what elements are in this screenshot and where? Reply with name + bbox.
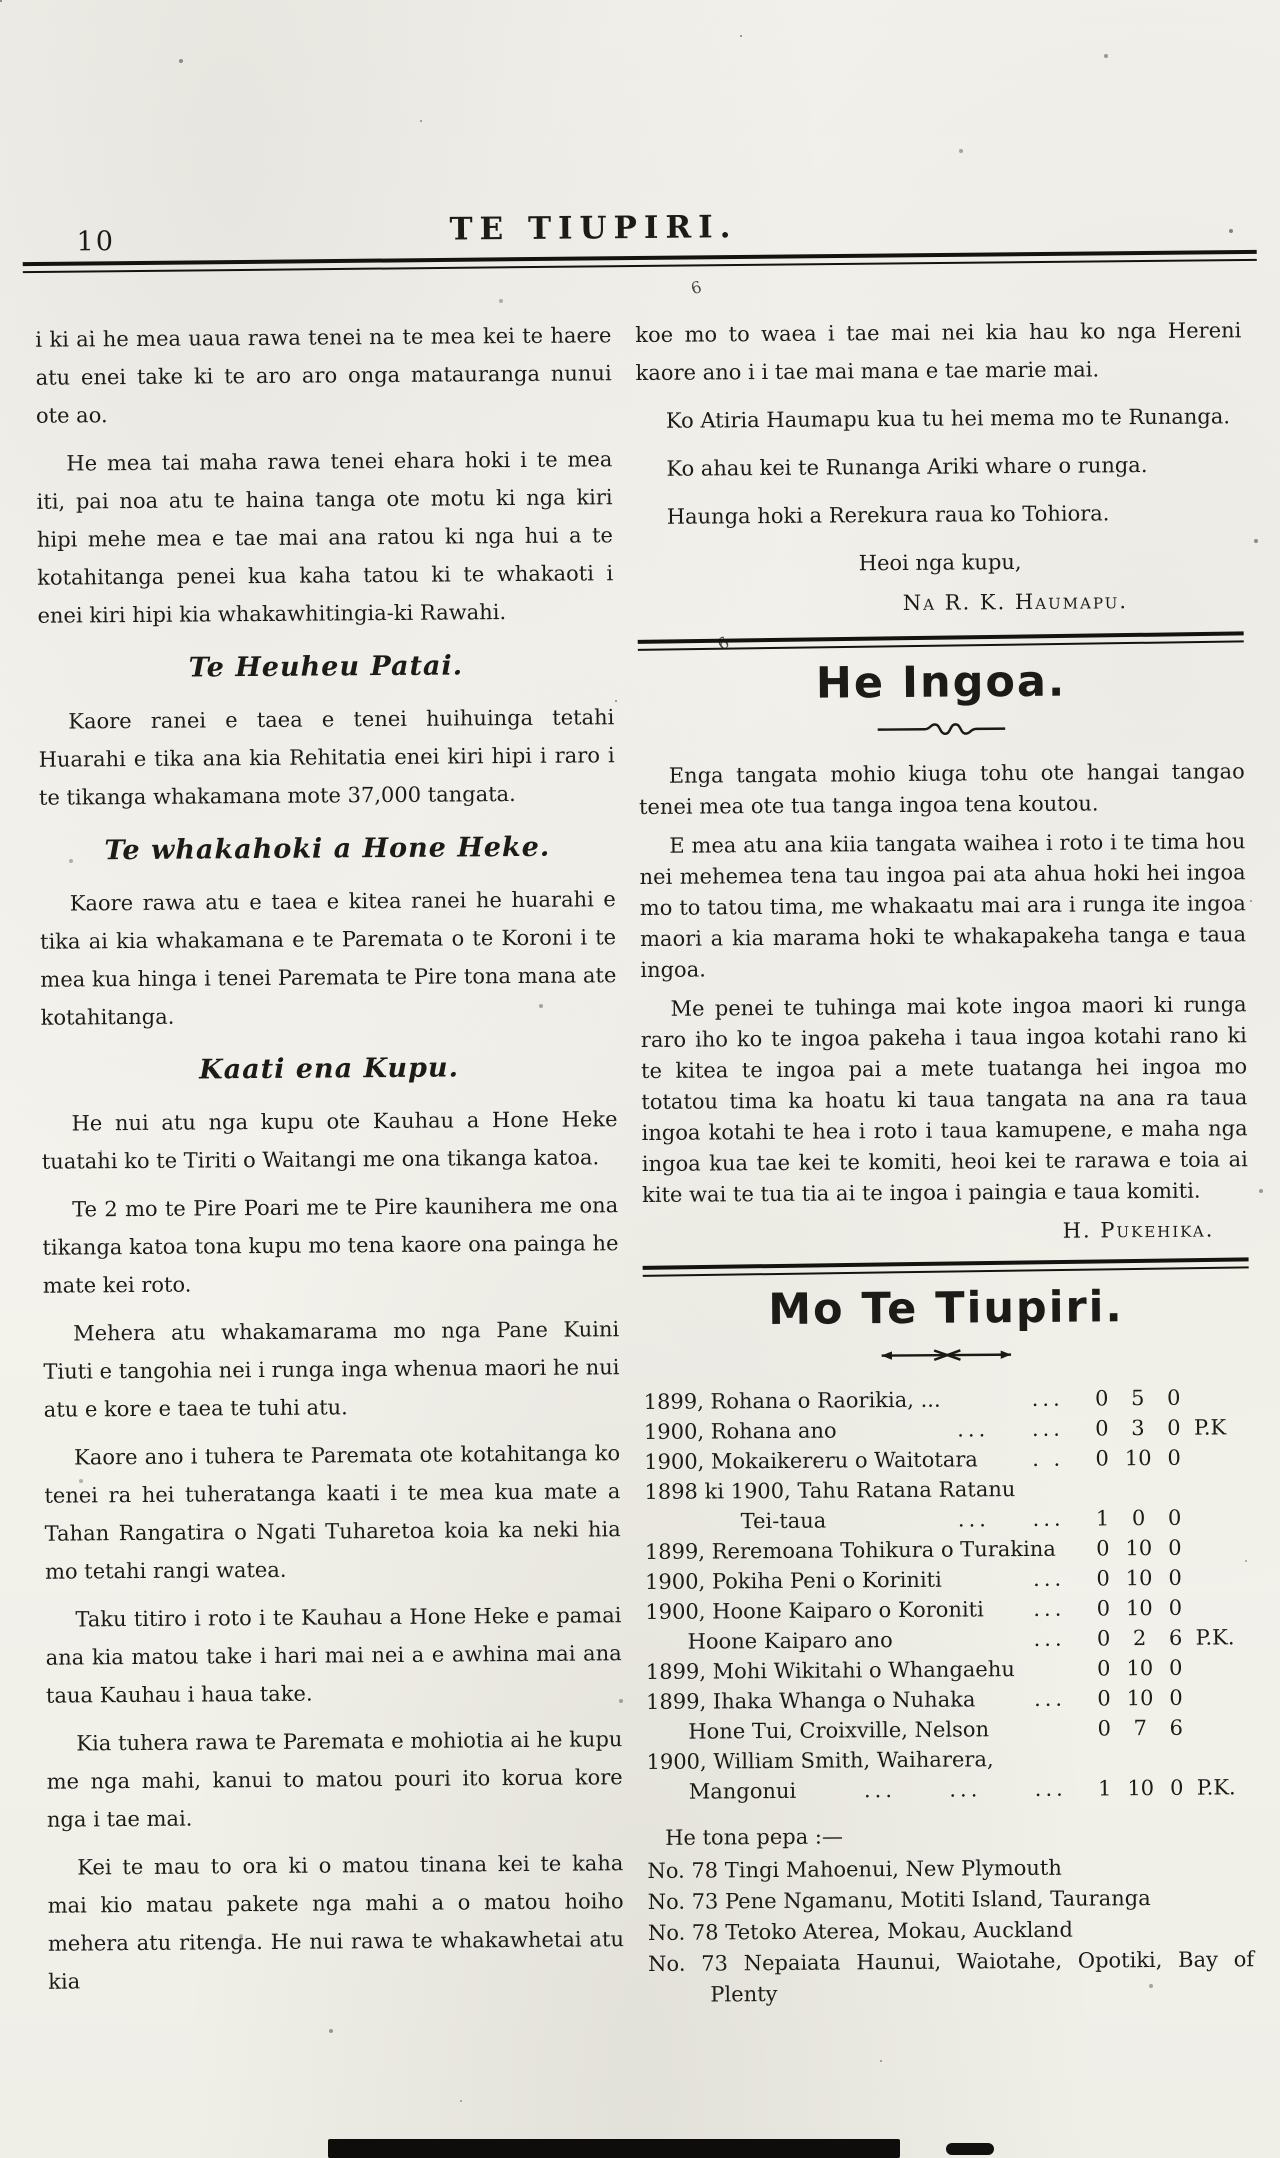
paragraph: Te 2 mo te Pire Poari me te Pire kaunihera me ona tikanga katoa tona kupu mo tena kaore ona painga he mate kei roto. xyxy=(42,1193,619,1298)
amount-pence: 0 xyxy=(1167,1445,1181,1470)
subscription-row xyxy=(646,1682,1252,1717)
paper-item: No. 78 Tetoko Aterea, Mokau, Auckland xyxy=(647,1917,1073,1945)
subscription-row xyxy=(645,1562,1251,1597)
paragraph: Kaore rawa atu e taea e kitea ranei he huarahi e tika ai kia whakamana e te Paremata o te Koroni i te mea kua hinga i tenei Paremata te Pire tona mana ate kotahitanga. xyxy=(39,887,617,1030)
masthead-title: TE TIUPIRI. xyxy=(449,209,738,248)
subscription-row xyxy=(644,1442,1250,1477)
amount-pence: 0 xyxy=(1168,1565,1182,1590)
left-column xyxy=(35,316,624,2010)
paragraph: koe mo to waea i tae mai nei kia hau ko nga Hereni kaore ano i i tae mai mana e tae marie mai. xyxy=(635,318,1242,386)
paragraph: He mea tai maha rawa tenei ehara hoki i te mea iti, pai noa atu te haina tanga ote motu ki nga kiri hipi mehe mea e tae mai ana ratou ki nga hui a te kotahitanga penei kua kaha tatou ki te whakaoti i enei kiri hipi kia whakawhitingia-ki Rawahi. xyxy=(36,447,614,628)
amount-pounds: 0 xyxy=(1095,1446,1109,1471)
dot-leader: ... xyxy=(1032,1566,1066,1591)
amount-pence: 0 xyxy=(1169,1775,1184,1800)
scan-specks xyxy=(0,0,2,2)
paragraph: Haunga hoki a Rerekura raua ko Tohiora. xyxy=(666,501,1110,529)
he-ingoa-body xyxy=(639,756,1249,1250)
dot-leader xyxy=(989,1736,1086,1737)
amount-pence: 6 xyxy=(1168,1625,1183,1650)
letter-signature: Na R. K. Haumapu. xyxy=(902,589,1129,615)
subscriber-label: 1899, Reremoana Tohikura o Turakina xyxy=(644,1536,1056,1564)
dot-leader xyxy=(994,1764,1253,1766)
subscriber-label: Tei-taua xyxy=(740,1508,827,1534)
ink-artifact: 9 xyxy=(713,632,733,654)
paragraph: Ko ahau kei te Runanga Ariki whare o runga. xyxy=(666,453,1148,481)
amount-shillings: 10 xyxy=(1125,1596,1153,1621)
paragraph: Taku titiro i roto i te Kauhau a Hone Heke e pamai ana kia matou take i hari mai nei a e awhina mai ana taua Kauhau i haua take. xyxy=(45,1603,622,1708)
dot-leader: ... xyxy=(1031,1386,1064,1411)
page-number: 10 xyxy=(76,226,116,258)
amount-pence: 0 xyxy=(1167,1415,1181,1440)
amount-shillings: 3 xyxy=(1131,1416,1145,1441)
subscriber-label: 1899, Mohi Wikitahi o Whangaehu xyxy=(645,1657,1015,1684)
dot-leader: ... ... xyxy=(957,1416,1065,1442)
paragraph: Kei te mau to ora ki o matou tinana kei te kaha mai kio matau pakete nga mahi a o matou hoiho mehera atu ritenga. He nui rawa te whakawhetai atu kia xyxy=(47,1851,625,1994)
payment-note: P.K xyxy=(1193,1415,1227,1440)
subscriber-label: Hoone Kaiparo ano xyxy=(687,1628,893,1654)
right-column xyxy=(635,311,1254,2011)
dot-leader: ... xyxy=(1033,1596,1066,1621)
subscriber-label: 1899, Rohana o Raorikia, ... xyxy=(643,1387,941,1415)
paper-item: No. 73 Pene Ngamanu, Motiti Island, Tauranga xyxy=(647,1886,1151,1914)
amount-shillings: 7 xyxy=(1133,1716,1148,1741)
subscription-row xyxy=(644,1472,1250,1507)
amount-shillings: 10 xyxy=(1125,1566,1153,1591)
subscription-row xyxy=(645,1502,1251,1537)
papers-intro: He tona pepa :— xyxy=(665,1824,844,1850)
amount-shillings: 0 xyxy=(1131,1506,1146,1531)
article-divider-rule xyxy=(643,1257,1249,1276)
amount-shillings: 10 xyxy=(1126,1686,1154,1711)
ink-artifact: 9 xyxy=(688,276,704,298)
dot-leader xyxy=(1015,1494,1250,1496)
paragraph: Mehera atu whakamarama mo nga Pane Kuini Tiuti e tangohia nei i runga inga whenua maori he nui atu e kore e taea te tuhi atu. xyxy=(43,1317,620,1422)
amount-pounds: 0 xyxy=(1097,1656,1111,1681)
amount-shillings: 10 xyxy=(1127,1776,1155,1801)
scan-edge-bar xyxy=(328,2139,900,2158)
amount-pounds: 0 xyxy=(1094,1386,1109,1411)
paper-item: No. 78 Tingi Mahoenui, New Plymouth xyxy=(647,1855,1062,1883)
subscriber-label: 1900, Pokiha Peni o Koriniti xyxy=(645,1567,942,1594)
section-heading-kaati-ena-kupu: Kaati ena Kupu. xyxy=(199,1052,460,1086)
paragraph: Kia tuhera rawa te Paremata e mohiotia ai he kupu me nga mahi, kanui to matou pouri ito korua kore nga i tae mai. xyxy=(46,1727,623,1832)
subscription-row xyxy=(645,1592,1251,1627)
subscription-row xyxy=(646,1652,1252,1687)
paragraph: He nui atu nga kupu ote Kauhau a Hone Heke tuatahi ko te Tiriti o Waitangi me ona tikanga katoa. xyxy=(41,1107,618,1174)
paragraph: Kaore ranei e taea e tenei huihuinga tetahi Huarahi e tika ana kia Rehitatia enei kiri hipi i raro i te tikanga whakamana mote 37,000 tangata. xyxy=(38,705,615,810)
subscriber-label: 1900, Mokaikereru o Waitotara xyxy=(644,1447,978,1474)
dot-leader: ... ... ... xyxy=(863,1776,1067,1803)
header-rule xyxy=(23,250,1257,273)
amount-pence: 0 xyxy=(1169,1685,1183,1710)
section-heading-te-heuheu-patai: Te Heuheu Patai. xyxy=(188,650,464,684)
amount-pounds: 0 xyxy=(1095,1416,1109,1441)
subscription-row xyxy=(644,1412,1250,1447)
subscription-row xyxy=(644,1382,1250,1417)
subscription-row xyxy=(647,1772,1253,1807)
amount-pence: 0 xyxy=(1168,1595,1183,1620)
dot-leader: ... xyxy=(1033,1686,1067,1711)
paragraph: Ko Atiria Haumapu kua tu hei mema mo te Runanga. xyxy=(665,404,1231,433)
arrow-ornament-icon xyxy=(643,1334,1249,1377)
subscriber-label: 1899, Ihaka Whanga o Nuhaka xyxy=(645,1687,976,1714)
amount-pence: 6 xyxy=(1169,1715,1184,1740)
dot-leader xyxy=(1015,1676,1086,1677)
amount-pence: 0 xyxy=(1169,1655,1183,1680)
subscription-row xyxy=(645,1532,1251,1567)
subscriber-label: 1898 ki 1900, Tahu Ratana Ratanu xyxy=(644,1477,1016,1504)
paragraph: Me penei te tuhinga mai kote ingoa maori ki runga raro iho ko te ingoa pakeha i taua ingoa kotahi rano ki te kitea te ingoa pai a mete tuatanga hei ingoa mo totatou tima ka hoatu ki taua tangata na ana ra taua ingoa kotahi te hea i roto i taua kamupene, e maha nga ingoa kua tae kei te komiti, heoi kei te rarawa e toia ai kite wai te tua tia ai te ingoa i paingia e taua komiti. xyxy=(640,992,1248,1208)
amount-pounds: 0 xyxy=(1097,1716,1112,1741)
scroll-ornament-icon xyxy=(638,708,1244,751)
article-title-mo-te-tiupiri: Mo Te Tiupiri. xyxy=(768,1282,1124,1336)
amount-pounds: 0 xyxy=(1096,1536,1110,1561)
subscription-row xyxy=(645,1622,1251,1657)
subscription-row xyxy=(646,1742,1252,1777)
subscriber-label: 1900, Rohana ano xyxy=(643,1418,837,1444)
papers-list xyxy=(647,1851,1254,2011)
paragraph: i ki ai he mea uaua rawa tenei na te mea kei te haere atu enei take ki te aro aro onga matauranga nunui ote ao. xyxy=(35,323,612,428)
section-heading-te-whakahoki: Te whakahoki a Hone Heke. xyxy=(104,831,551,867)
papers-section xyxy=(647,1818,1254,2011)
amount-pence: 0 xyxy=(1167,1505,1182,1530)
subscription-row xyxy=(646,1712,1252,1747)
amount-shillings: 10 xyxy=(1125,1536,1153,1561)
subscriber-label: 1900, William Smith, Waiharera, xyxy=(646,1747,994,1774)
subscriber-label: Hone Tui, Croixville, Nelson xyxy=(688,1717,990,1744)
payment-note: P.K. xyxy=(1195,1625,1235,1650)
article-title-he-ingoa: He Ingoa. xyxy=(815,656,1067,709)
amount-pence: 0 xyxy=(1166,1385,1181,1410)
dot-leader: ... ... xyxy=(957,1506,1065,1532)
amount-pounds: 1 xyxy=(1097,1776,1112,1801)
amount-pounds: 0 xyxy=(1096,1596,1111,1621)
paragraph: E mea atu ana kiia tangata waihea i roto i te tima hou nei mehemea tena tau ingoa pai ata ahua hoki hei ingoa mo to tatou tima, me whakaatu mai ara i runga ite ingoa maori a kia marama hoki te whakapakeha tanga e taua ingoa. xyxy=(639,829,1247,983)
subscription-list xyxy=(644,1382,1253,1807)
amount-shillings: 5 xyxy=(1130,1386,1145,1411)
dot-leader: ... xyxy=(1033,1626,1066,1651)
subscriber-label: Mangonui xyxy=(688,1778,797,1804)
article-signature: H. Pukehika. xyxy=(1062,1217,1215,1243)
amount-pounds: 0 xyxy=(1096,1626,1111,1651)
paragraph: Kaore ano i tuhera te Paremata ote kotahitanga ko tenei ra hei tuheratanga kaati i te mea kua mate a Tahan Rangatira o Ngati Tuharetoa koia ka neki hia mo tetahi rangi watea. xyxy=(44,1441,621,1584)
paper-item: No. 73 Nepaiata Haunui, Waiotahe, Opotiki, Bay of Plenty xyxy=(648,1947,1255,2007)
amount-pounds: 0 xyxy=(1097,1686,1111,1711)
dot-leader: . . xyxy=(1032,1446,1065,1471)
letter-signoff: Heoi nga kupu, xyxy=(858,550,1022,576)
amount-pounds: 0 xyxy=(1096,1566,1110,1591)
payment-note: P.K. xyxy=(1196,1775,1236,1800)
amount-pounds: 1 xyxy=(1095,1506,1110,1531)
article-divider-rule xyxy=(638,631,1244,650)
scan-edge-mark xyxy=(946,2143,994,2155)
amount-pence: 0 xyxy=(1168,1535,1182,1560)
paragraph: Enga tangata mohio kiuga tohu ote hangai tangao tenei mea ote tua tanga ingoa tena koutou. xyxy=(638,759,1245,820)
amount-shillings: 2 xyxy=(1132,1626,1147,1651)
amount-shillings: 10 xyxy=(1124,1446,1152,1471)
subscriber-label: 1900, Hoone Kaiparo o Koroniti xyxy=(645,1597,984,1624)
amount-shillings: 10 xyxy=(1126,1656,1154,1681)
